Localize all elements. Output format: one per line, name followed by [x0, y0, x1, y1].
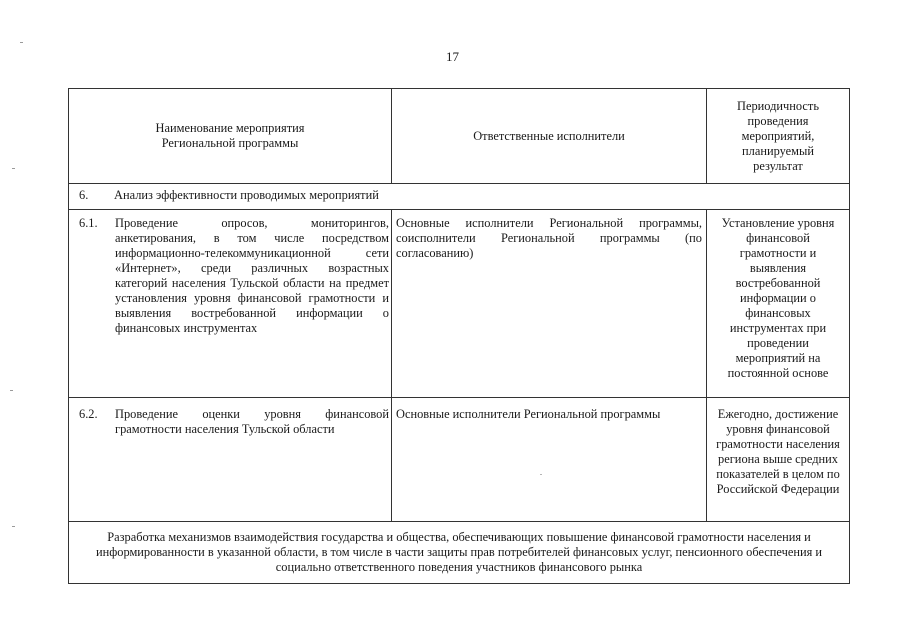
section-number: 6. — [79, 188, 89, 202]
header-divider — [69, 183, 849, 184]
column-divider — [391, 209, 392, 521]
header-periodicity-cell — [707, 89, 849, 183]
section-divider — [69, 209, 849, 210]
row-result-text: Установление уровня финансовой грамотности и выявления востребованной информации о финансовых инструментах при проведении мероприятий на постоянной основе — [721, 216, 835, 380]
margin-mark — [20, 42, 23, 43]
header-executors-cell — [392, 89, 706, 183]
margin-mark — [12, 526, 15, 527]
row-name: Проведение оценки уровня финансовой грамотности населения Тульской области — [115, 407, 389, 436]
row-executors: Основные исполнители Региональной программы, соисполнители Региональной программы (по согласованию) — [396, 216, 702, 260]
margin-mark — [12, 168, 15, 169]
header-name-cell — [69, 89, 391, 183]
row-result — [707, 407, 849, 497]
footer-divider — [69, 521, 849, 522]
row-number: 6.2. — [79, 407, 98, 421]
scan-speck — [540, 474, 542, 475]
header-periodicity: Периодичность проведения мероприятий, планируемый результат — [737, 98, 819, 173]
row-number: 6.1. — [79, 216, 98, 230]
row-divider — [69, 397, 849, 398]
row-result-text: Ежегодно, достижение уровня финансовой грамотности населения региона выше средних показателей в целом по Российской Федерации — [716, 407, 840, 496]
header-name: Наименование мероприятия Региональной программы — [155, 121, 305, 150]
margin-mark — [10, 390, 13, 391]
page-number: 17 — [446, 49, 459, 64]
footer-section-text: Разработка механизмов взаимодействия государства и общества, обеспечивающих повышение финансовой грамотности населения и информированности в указанной области, в том числе в части защиты прав потребителей финансовых услуг, пенсионного обеспечения и социально ответственного поведения участников финансового рынка — [95, 530, 823, 574]
row-result — [707, 216, 849, 381]
row-name: Проведение опросов, мониторингов, анкетирования, в том числе посредством информационно-телекоммуникационной сети «Интернет», среди различных возрастных категорий населения Тульской области на предмет установления уровня финансовой грамотности и выявления востребованной информации о финансовых инструментах — [115, 216, 389, 335]
row-executors: Основные исполнители Региональной программы — [396, 407, 661, 421]
program-table — [68, 88, 850, 584]
section-title: Анализ эффективности проводимых мероприятий — [114, 188, 379, 202]
header-executors: Ответственные исполнители — [473, 128, 625, 143]
